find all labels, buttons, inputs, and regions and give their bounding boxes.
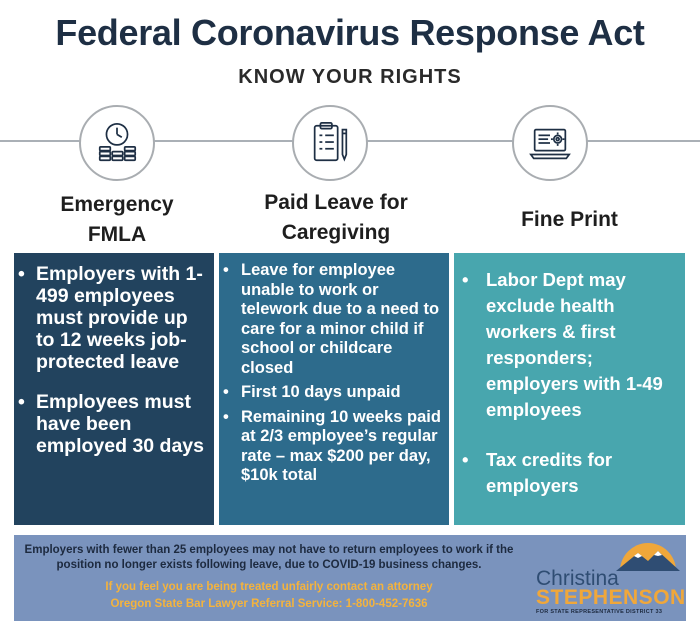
page-title: Federal Coronavirus Response Act [55,12,645,53]
list-item: • Employers with 1-499 employees must provide up to 12 weeks job-protected leave [36,263,208,373]
panel-paid-leave [219,253,449,525]
footer-call-to-action: If you feel you are being treated unfairly contact an attorney Oregon State Bar Lawyer Referral Service: 1-800-452-7636 [105,581,433,610]
logo-last-name: STEPHENSON [536,586,686,609]
list-item: • Remaining 10 weeks paid at 2/3 employee’s regular rate – max $200 per day, $10k total [241,408,443,486]
list-item: • Labor Dept may exclude health workers & first responders; employers with 1-49 employees [486,267,679,423]
footer-banner [14,535,686,621]
page-subtitle: KNOW YOUR RIGHTS [238,66,462,88]
laptop-gear-icon [512,105,588,181]
campaign-logo [530,541,686,617]
logo-first-name: Christina [536,567,619,590]
footer-notice: Employers with fewer than 25 employees may not have to return employees to work if the position no longer exists following leave, due to COVID-19 business changes. [24,544,514,571]
list-item: • First 10 days unpaid [241,383,443,403]
clipboard-pen-icon [292,105,368,181]
logo-tagline: FOR STATE REPRESENTATIVE DISTRICT 33 [536,609,663,615]
panel-emergency-fmla [14,253,214,525]
panel-fine-print [454,253,685,525]
list-item: • Tax credits for employers [486,447,679,499]
mountain-sun-icon [616,541,680,571]
list-item: • Leave for employee unable to work or telework due to a need to care for a minor child if school or childcare closed [241,261,443,378]
list-item: • Employees must have been employed 30 days [36,391,208,457]
clock-coins-icon [79,105,155,181]
column-heading-emergency-fmla: Emergency FMLA [60,193,174,246]
column-heading-paid-leave: Paid Leave for Caregiving [264,191,408,244]
column-heading-fine-print: Fine Print [521,208,618,231]
